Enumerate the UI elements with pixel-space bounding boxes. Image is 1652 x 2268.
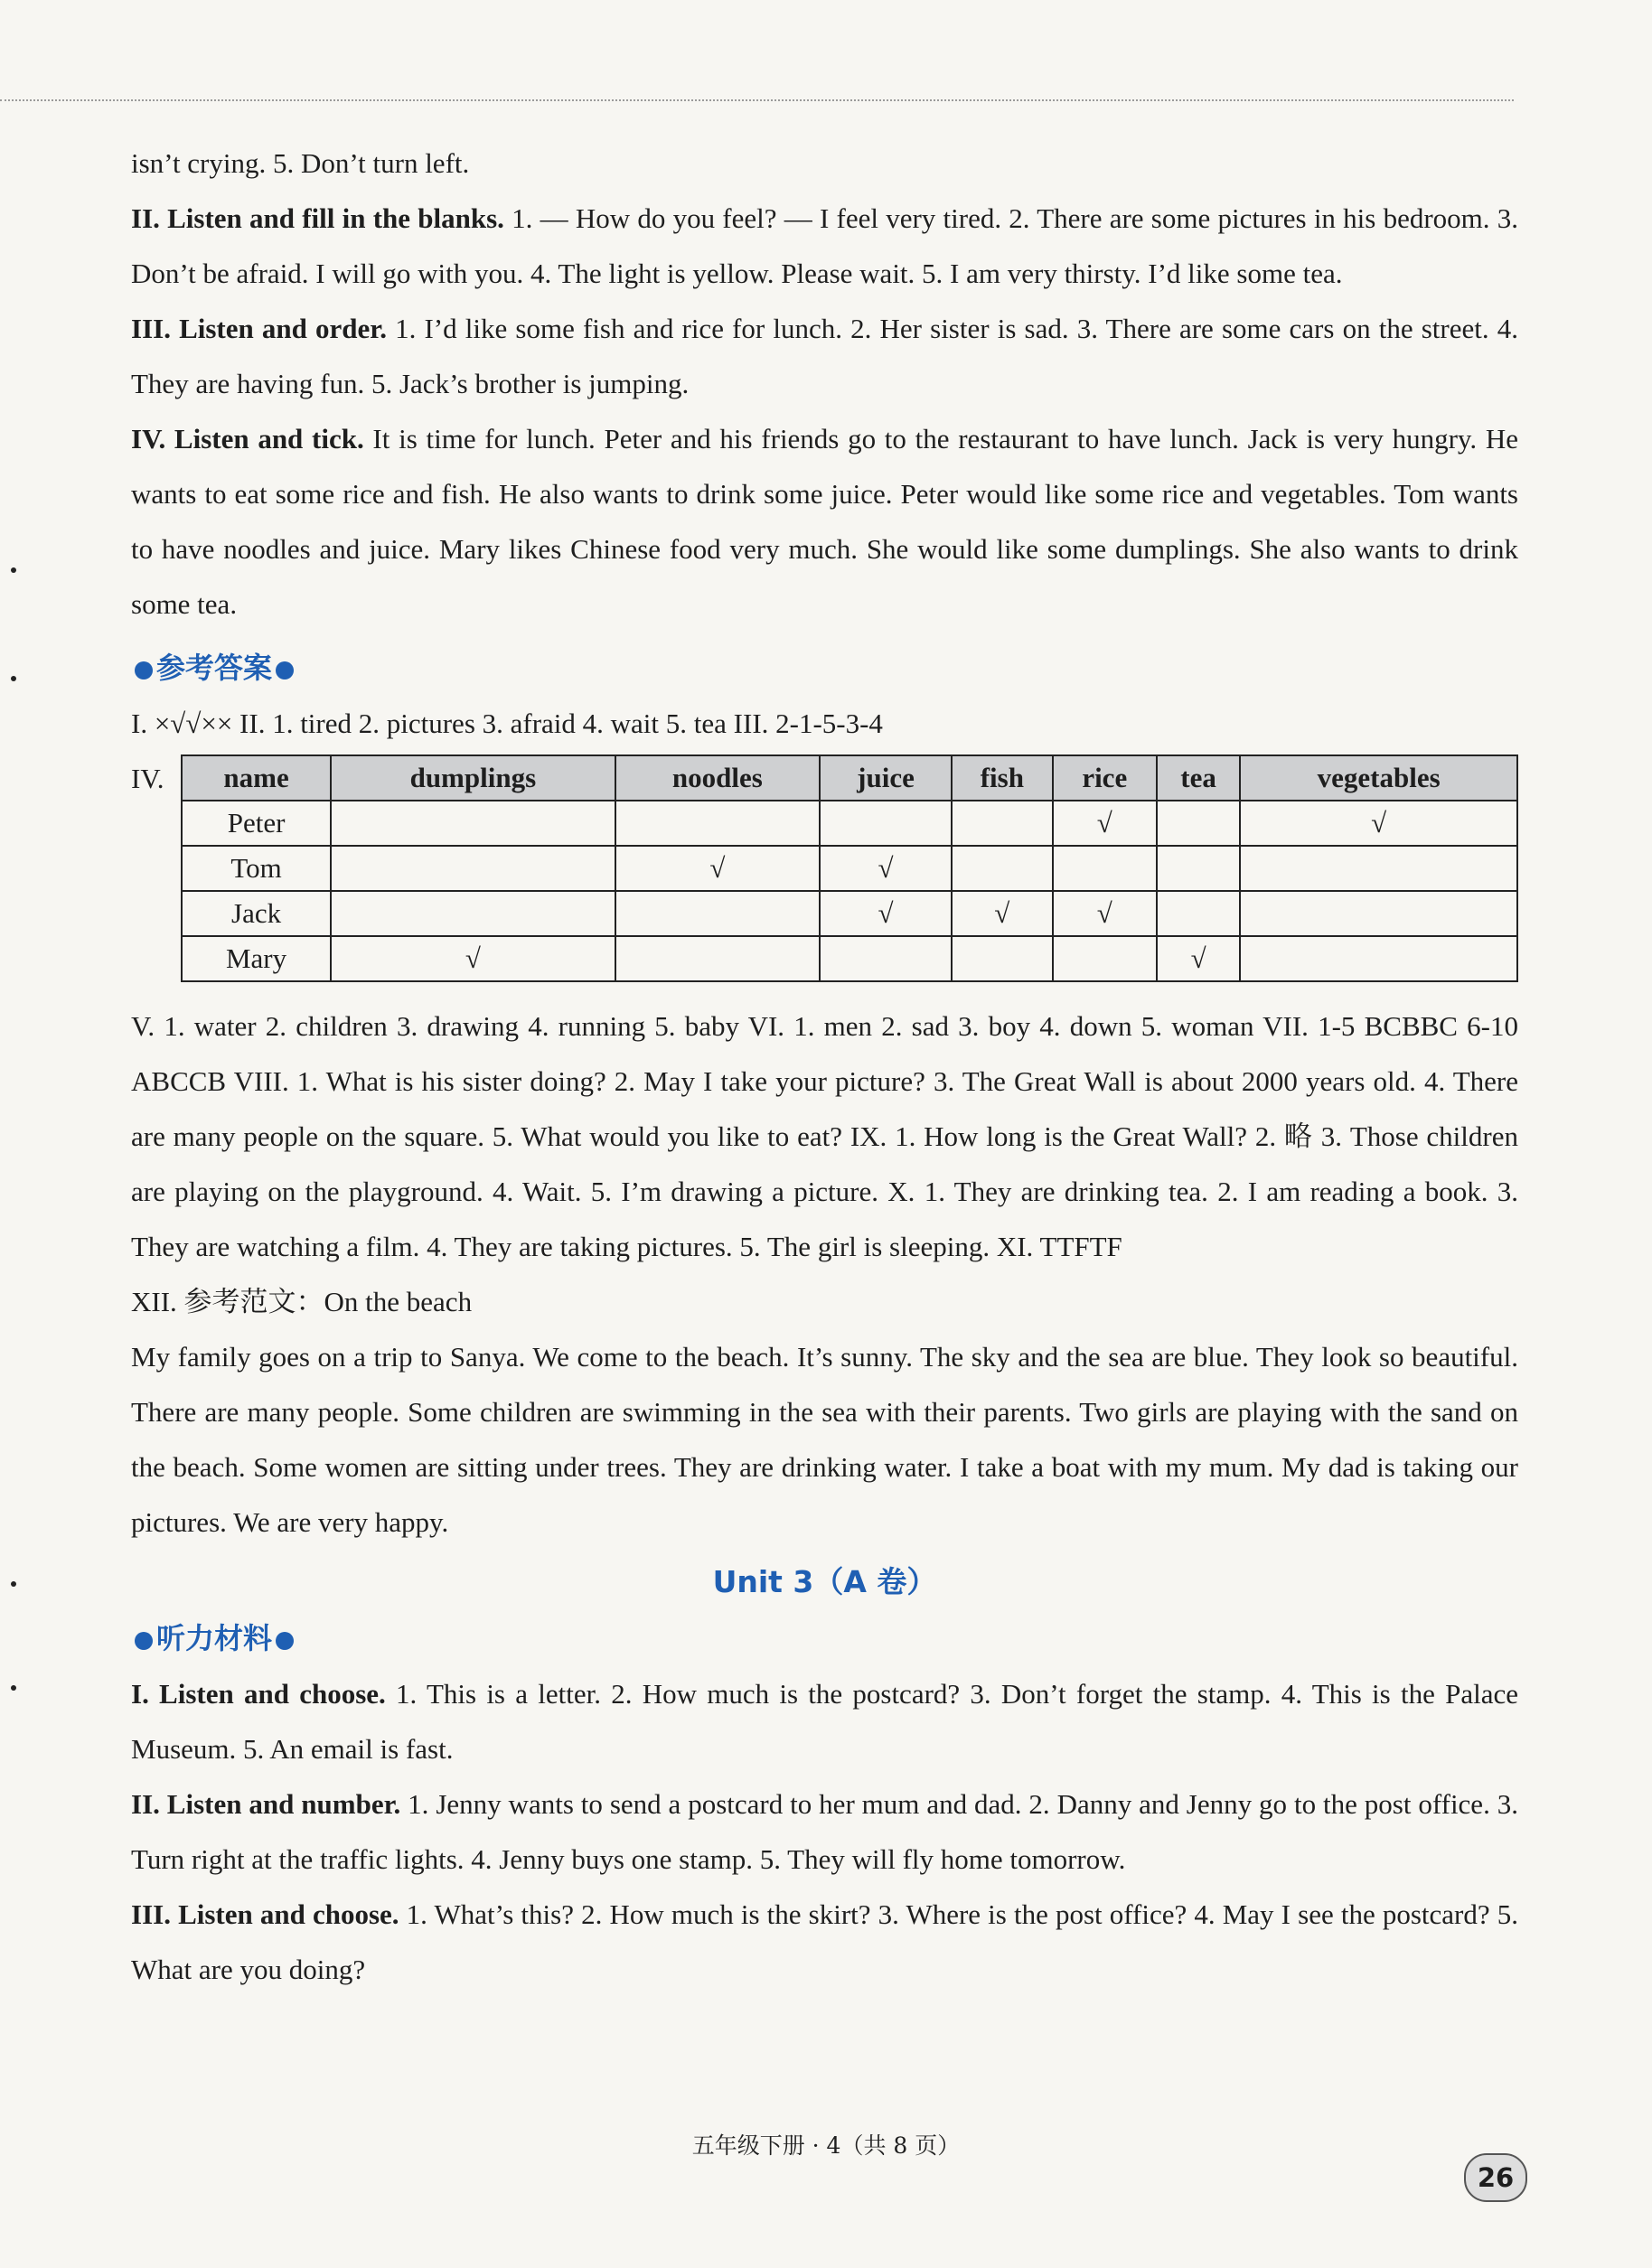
section-label: I. Listen and choose. [131,1678,386,1710]
margin-dot [11,567,16,573]
column-header: juice [820,755,952,801]
margin-dot [11,676,16,681]
paragraph [131,301,1518,411]
section-label: III. Listen and order. [131,313,387,344]
page-number-badge: 26 [1464,2153,1527,2202]
column-header: noodles [615,755,820,801]
table-cell: √ [820,891,952,936]
answers-paragraph: V. 1. water 2. children 3. drawing 4. running 5. baby VI. 1. men 2. sad 3. boy 4. down 5. woman VII. 1-5 BCBBC 6-10 ABCCB VIII. 1. What is his sister doing? 2. May I take your picture? 3. The Great Wall is about 2000 years old. 4. There are many people on the square. 5. What would you like to eat? IX. 1. How long is the Great Wall? 2. 略 3. Those children are playing on the playground. 4. Wait. 5. I’m drawing a picture. X. 1. They are drinking tea. 2. I am reading a book. 3. They are watching a film. 4. They are taking pictures. 5. The girl is sleeping. XI. TTFTF [131,1010,1518,1262]
bullet-dot-icon [135,1632,153,1650]
paragraph [131,191,1518,301]
table-label: IV. [131,763,164,794]
essay-title: XII. 参考范文：On the beach [131,1286,473,1317]
table-cell [1157,846,1240,891]
paragraph [131,1887,1518,1997]
table-cell [615,936,820,981]
paragraph [131,1776,1518,1887]
table-cell: Tom [182,846,331,891]
table-cell [1240,846,1517,891]
table-cell: √ [952,891,1053,936]
page-content [131,136,1518,1997]
table-cell: √ [1053,801,1157,846]
answers-line: I. ×√√×× II. 1. tired 2. pictures 3. afraid 4. wait 5. tea III. 2-1-5-3-4 [131,708,883,739]
table-cell [615,801,820,846]
table-cell [952,846,1053,891]
section-text: 1. Jenny wants to send a postcard to her mum and dad. 2. Danny and Jenny go to the post office. 3. Turn right at the traffic lights. 4. Jenny buys one stamp. 5. They will fly home tomorrow. [131,1788,1518,1875]
essay-body: My family goes on a trip to Sanya. We come to the beach. It’s sunny. The sky and the sea are blue. They look so beautiful. There are many people. Some children are swimming in the sea with their parents. Two girls are playing with the sand on the beach. Some women are sitting under trees. They are drinking water. I take a boat with my mum. My dad is taking our pictures. We are very happy. [131,1341,1518,1538]
table-cell [1240,936,1517,981]
table-cell [331,846,615,891]
table-cell [952,801,1053,846]
bullet-dot-icon [135,661,153,679]
column-header: rice [1053,755,1157,801]
table-row [182,891,1517,936]
page-footer: 五年级下册 · 4（共 8 页） [691,2132,961,2159]
paragraph: isn’t crying. 5. Don’t turn left. [131,147,470,179]
section-label: III. Listen and choose. [131,1898,399,1930]
column-header: vegetables [1240,755,1517,801]
answers-heading [131,641,1518,696]
column-header: fish [952,755,1053,801]
table-row [182,936,1517,981]
table-cell [331,801,615,846]
top-dotted-rule [0,99,1514,101]
table-cell: Jack [182,891,331,936]
table-row [182,801,1517,846]
table-cell [1240,891,1517,936]
bullet-dot-icon [276,661,294,679]
table-cell [952,936,1053,981]
table-row [182,846,1517,891]
section-text: 1. This is a letter. 2. How much is the postcard? 3. Don’t forget the stamp. 4. This is the Palace Museum. 5. An email is fast. [131,1678,1518,1765]
table-cell [331,891,615,936]
table-cell [1053,846,1157,891]
margin-dot [11,1685,16,1691]
paragraph [131,411,1518,632]
table-cell [820,801,952,846]
table-cell: √ [1240,801,1517,846]
table-header-row [182,755,1517,801]
section-label: II. Listen and fill in the blanks. [131,202,504,234]
table-cell [615,891,820,936]
section-text: 1. I’d like some fish and rice for lunch. 2. Her sister is sad. 3. There are some cars on the street. 4. They are having fun. 5. Jack’s brother is jumping. [131,313,1518,399]
table-cell: √ [1157,936,1240,981]
table-cell [1157,801,1240,846]
table-cell [1053,936,1157,981]
margin-dot [11,1581,16,1587]
table-cell [1157,891,1240,936]
tick-table [181,754,1518,982]
listening-heading [131,1611,1518,1666]
unit-title: Unit 3（A 卷） [712,1564,937,1599]
table-cell: Mary [182,936,331,981]
table-cell: √ [615,846,820,891]
table-cell: √ [820,846,952,891]
section-label: II. Listen and number. [131,1788,401,1820]
column-header: tea [1157,755,1240,801]
column-header: name [182,755,331,801]
section-label: IV. Listen and tick. [131,423,364,455]
paragraph [131,1666,1518,1776]
section-text: 1. What’s this? 2. How much is the skirt? 3. Where is the post office? 4. May I see the postcard? 5. What are you doing? [131,1898,1518,1985]
table-cell [820,936,952,981]
table-cell: √ [1053,891,1157,936]
table-cell: √ [331,936,615,981]
section-text: It is time for lunch. Peter and his friends go to the restaurant to have lunch. Jack is very hungry. He wants to eat some rice and fish. He also wants to drink some juice. Peter would like some rice and vegetables. Tom wants to have noodles and juice. Mary likes Chinese food very much. She would like some dumplings. She also wants to drink some tea. [131,423,1518,620]
answers-heading-text: 参考答案 [156,651,273,685]
listening-heading-text: 听力材料 [156,1621,273,1655]
tick-table-block [131,754,1518,998]
column-header: dumplings [331,755,615,801]
bullet-dot-icon [276,1632,294,1650]
section-text: 1. — How do you feel? — I feel very tired. 2. There are some pictures in his bedroom. 3. Don’t be afraid. I will go with you. 4. The light is yellow. Please wait. 5. I am very thirsty. I’d like some tea. [131,202,1518,289]
table-cell: Peter [182,801,331,846]
